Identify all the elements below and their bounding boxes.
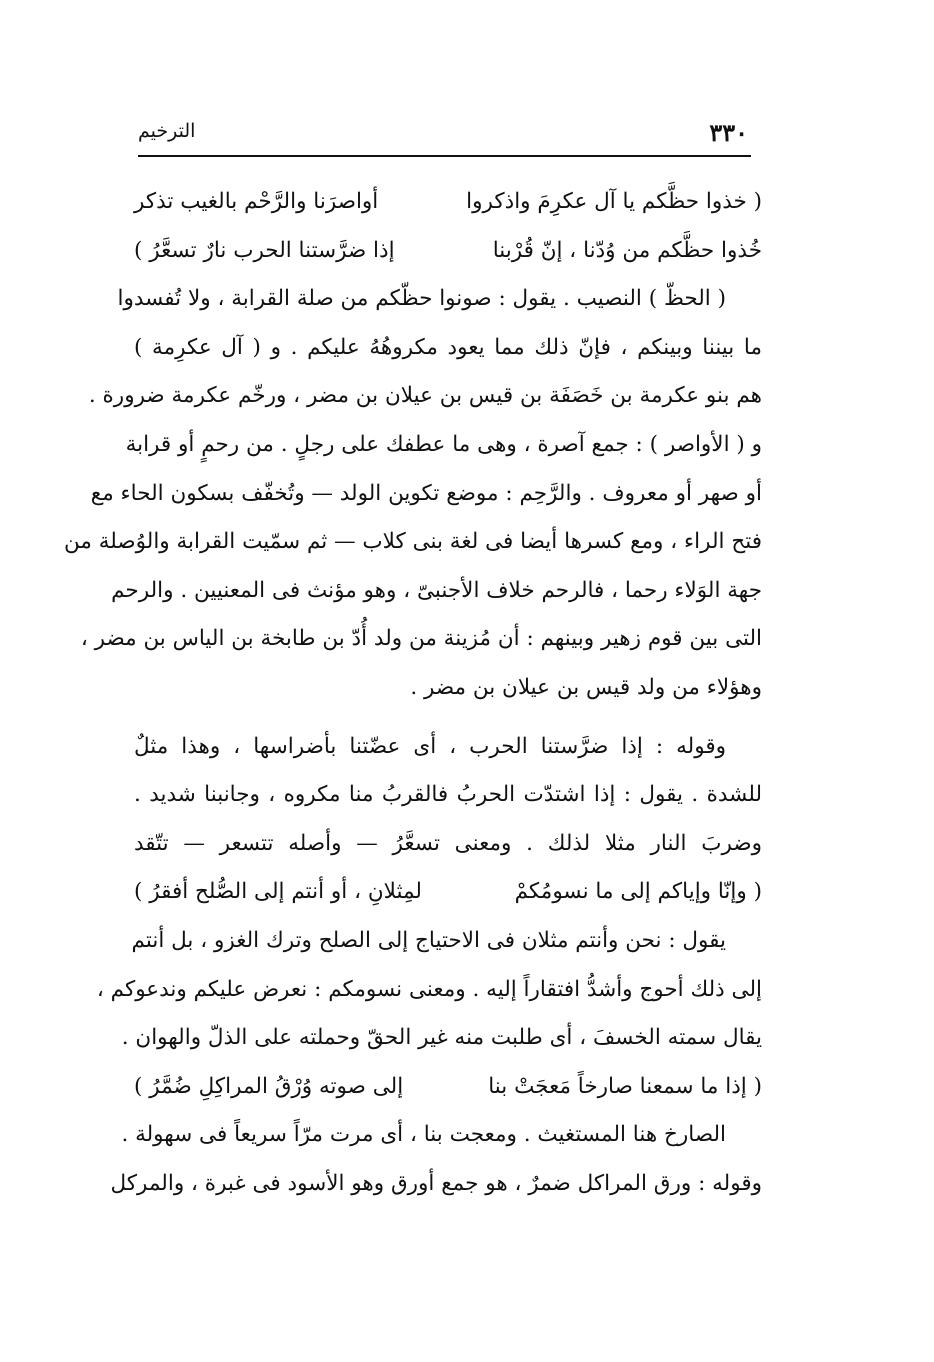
text-line: جهة الوَلاء رحما ، فالرحم خلاف الأجنبىّ ، وهو مؤنث فى المعنيين . والرحم xyxy=(111,577,762,603)
verse-first-hemistich: ( إذا ما سمعنا صارخاً مَعجَتْ بنا xyxy=(488,1073,762,1099)
text-line: يقول : نحن وأنتم مثلان فى الاحتياج إلى الصلح وترك الغزو ، بل أنتم xyxy=(131,927,726,953)
text-line: يقال سمته الخسفَ ، أى طلبت منه غير الحقّ وحملته على الذلّ والهوان . xyxy=(121,1025,762,1051)
text-line: أو صهر أو معروف . والرَّحِم : موضع تكوين الولد — وتُخفّف بسكون الحاء مع xyxy=(90,480,762,506)
header-rule xyxy=(138,155,751,157)
verse-line xyxy=(134,227,762,276)
commentary-paragraph xyxy=(134,723,762,869)
page-number: ٣٣٠ xyxy=(709,118,748,147)
text-line: و ( الأواصر ) : جمع آصرة ، وهى ما عطفك على رجلٍ . من رحمٍ أو قرابة xyxy=(125,431,762,457)
verse-first-hemistich: ( وإنّا وإياكم إلى ما نسومُكمْ xyxy=(514,879,762,905)
verse-first-hemistich: خُذوا حظَّكم من وُدّنا ، إنّ قُرْبنا xyxy=(492,237,762,263)
text-line: وهؤلاء من ولد قيس بن عيلان بن مضر . xyxy=(410,674,762,700)
verse-second-hemistich: إذا ضرَّستنا الحرب نارٌ تسعَّرُ ) xyxy=(134,237,395,263)
page-header xyxy=(138,118,748,158)
verse-line xyxy=(134,178,762,227)
text-line: للشدة . يقول : إذا اشتدّت الحربُ فالقربُ منا مكروه ، وجانبنا شديد . xyxy=(134,782,762,808)
verse-second-hemistich: أواصرَنا والرَّحْم بالغيب تذكر xyxy=(134,189,379,214)
commentary-paragraph xyxy=(64,275,762,712)
text-line: إلى ذلك أحوج وأشدُّ افتقاراً إليه . ومعنى نسومكم : نعرض عليكم وندعوكم ، xyxy=(96,976,762,1002)
text-line: فتح الراء ، ومع كسرها أيضا فى لغة بنى كلاب — ثم سمّيت القرابة والوُصلة من xyxy=(64,529,762,555)
text-line: هم بنو عكرمة بن خَصَفَة بن قيس بن عيلان بن مضر ، ورخّم عكرمة ضرورة . xyxy=(88,383,762,409)
page-body xyxy=(64,178,762,1208)
commentary-paragraph xyxy=(96,917,762,1063)
commentary-paragraph xyxy=(110,1111,762,1208)
text-line: الصارخ هنا المستغيث . ومعجت بنا ، أى مرت مرّاً سريعاً فى سهولة . xyxy=(121,1122,726,1148)
verse-second-hemistich: لمِثلانِ ، أو أنتم إلى الصُّلح أفقرُ ) xyxy=(134,879,422,905)
text-line: وقوله : إذا ضرَّستنا الحرب ، أى عضّتنا بأضراسها ، وهذا مثلٌ xyxy=(134,733,726,759)
verse-line xyxy=(134,868,762,917)
running-title: الترخيم xyxy=(138,120,196,142)
verse-second-hemistich: إلى صوته وُرْقُ المراكِلِ ضُمَّرُ ) xyxy=(134,1073,404,1099)
text-line: التى بين قوم زهير وبينهم : أن مُزينة من ولد أُدّ بن طابخة بن الياس بن مضر ، xyxy=(80,626,762,652)
paragraph-gap xyxy=(134,713,762,723)
verse-line xyxy=(134,1063,762,1112)
text-line: وضربَ النار مثلا لذلك . ومعنى تسعَّرُ — وأصله تتسعر — تتّقد xyxy=(134,830,762,856)
text-line: ما بيننا وبينكم ، فإنّ ذلك مما يعود مكروهُهُ عليكم . و ( آل عكرِمة ) xyxy=(134,334,762,360)
verse-first-hemistich: ( خذوا حظَّكم يا آل عكرِمَ واذكروا xyxy=(466,189,762,214)
text-line: وقوله : ورق المراكل ضمرٌ ، هو جمع أورق وهو الأسود فى غبرة ، والمركل xyxy=(110,1170,762,1196)
text-line: ( الحظّ ) النصيب . يقول : صونوا حظّكم من صلة القرابة ، ولا تُفسدوا xyxy=(117,286,726,312)
